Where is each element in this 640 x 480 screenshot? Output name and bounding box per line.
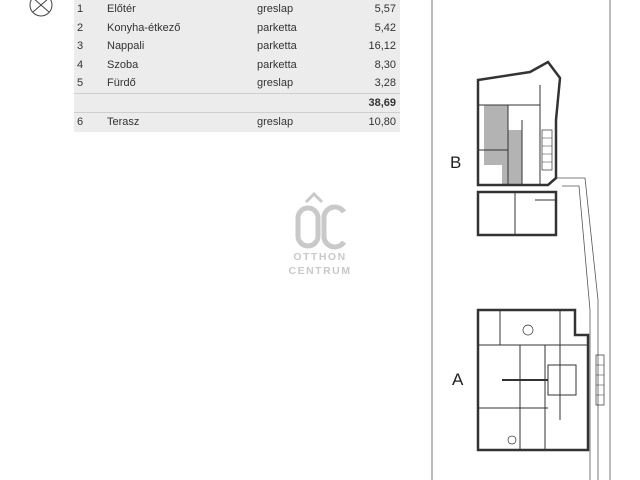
subtotal-area: 38,69 [347, 93, 400, 113]
room-flooring: parketta [257, 37, 347, 56]
room-name: Fürdő [107, 74, 257, 93]
building-b-plan [478, 62, 560, 235]
room-area: 5,42 [347, 19, 400, 38]
room-area: 5,57 [347, 0, 400, 19]
building-b-label: B [450, 153, 462, 172]
room-name: Szoba [107, 56, 257, 75]
room-number: 6 [74, 113, 107, 132]
room-number: 1 [74, 0, 107, 19]
access-path [555, 178, 598, 480]
room-number: 2 [74, 19, 107, 38]
room-area: 10,80 [347, 113, 400, 132]
room-name: Előtér [107, 0, 257, 19]
room-flooring: greslap [257, 113, 347, 132]
room-flooring: parketta [257, 56, 347, 75]
highlighted-apartment-part [502, 130, 522, 185]
watermark-line-2: CENTRUM [288, 265, 352, 277]
building-a-label: A [452, 370, 464, 389]
room-area: 3,28 [347, 74, 400, 93]
room-flooring: greslap [257, 0, 347, 19]
room-number: 5 [74, 74, 107, 93]
room-area: 16,12 [347, 37, 400, 56]
room-name: Terasz [107, 113, 257, 132]
room-number: 3 [74, 37, 107, 56]
room-flooring: parketta [257, 19, 347, 38]
room-name: Konyha-étkező [107, 19, 257, 38]
room-flooring: greslap [257, 74, 347, 93]
room-name: Nappali [107, 37, 257, 56]
room-area: 8,30 [347, 56, 400, 75]
room-number: 4 [74, 56, 107, 75]
watermark-line-1: OTTHON [293, 251, 347, 263]
building-a-plan [478, 310, 604, 450]
